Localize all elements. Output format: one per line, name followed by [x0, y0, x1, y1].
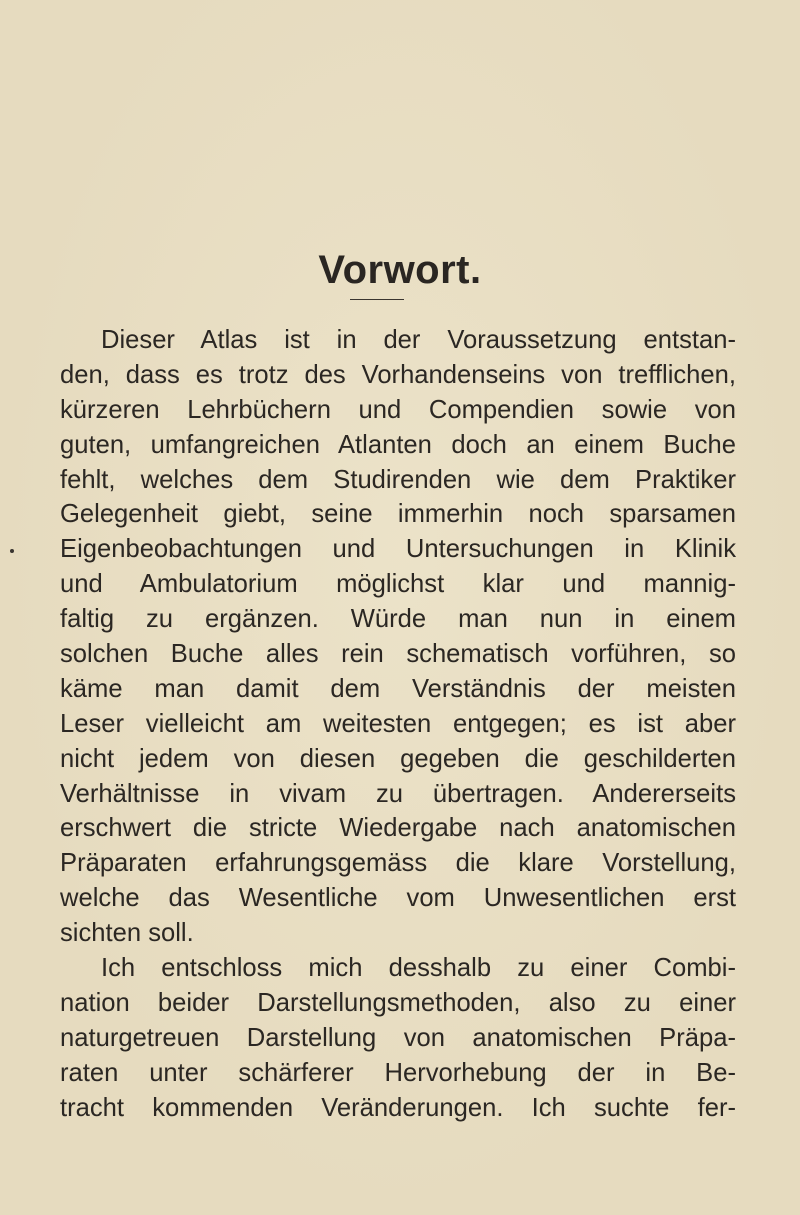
ink-speck [10, 549, 14, 553]
text-line: und Ambulatorium möglichst klar und mannig- [60, 570, 736, 599]
text-line: faltig zu ergänzen. Würde man nun in einem [60, 605, 736, 634]
body-text [60, 323, 736, 1125]
text-line: erschwert die stricte Wiedergabe nach anatomischen [60, 814, 736, 843]
paragraph-1 [60, 323, 736, 951]
text-line: käme man damit dem Verständnis der meisten [60, 674, 736, 703]
text-line: solchen Buche alles rein schematisch vorführen, so [60, 640, 736, 669]
paragraph-2 [60, 951, 736, 1125]
text-line: Ich entschloss mich desshalb zu einer Combi- [101, 954, 736, 983]
text-line: nation beider Darstellungsmethoden, also zu einer [60, 988, 736, 1017]
text-line: sichten soll. [60, 919, 194, 948]
text-line: tracht kommenden Veränderungen. Ich suchte fer- [60, 1093, 736, 1122]
text-line: guten, umfangreichen Atlanten doch an einem Buche [60, 430, 736, 459]
text-line: Eigenbeobachtungen und Untersuchungen in Klinik [60, 535, 736, 564]
text-line: fehlt, welches dem Studirenden wie dem Praktiker [60, 465, 736, 494]
text-line: kürzeren Lehrbüchern und Compendien sowie von [60, 395, 736, 424]
text-line: Dieser Atlas ist in der Voraussetzung entstan- [101, 326, 736, 354]
text-line: raten unter schärferer Hervorhebung der in Be- [60, 1058, 736, 1087]
title-rule-divider [350, 299, 404, 300]
text-line: Leser vielleicht am weitesten entgegen; es ist aber [60, 709, 736, 738]
text-line: nicht jedem von diesen gegeben die geschilderten [60, 744, 736, 773]
text-line: Gelegenheit giebt, seine immerhin noch sparsamen [60, 500, 736, 529]
text-line: den, dass es trotz des Vorhandenseins von trefflichen, [60, 360, 736, 389]
page-title: Vorwort. [318, 248, 482, 292]
text-line: welche das Wesentliche vom Unwesentlichen erst [60, 884, 736, 913]
text-line: naturgetreuen Darstellung von anatomischen Präpa- [60, 1023, 736, 1052]
text-line: Verhältnisse in vivam zu übertragen. Andererseits [60, 779, 736, 808]
text-line: Präparaten erfahrungsgemäss die klare Vorstellung, [60, 849, 736, 878]
